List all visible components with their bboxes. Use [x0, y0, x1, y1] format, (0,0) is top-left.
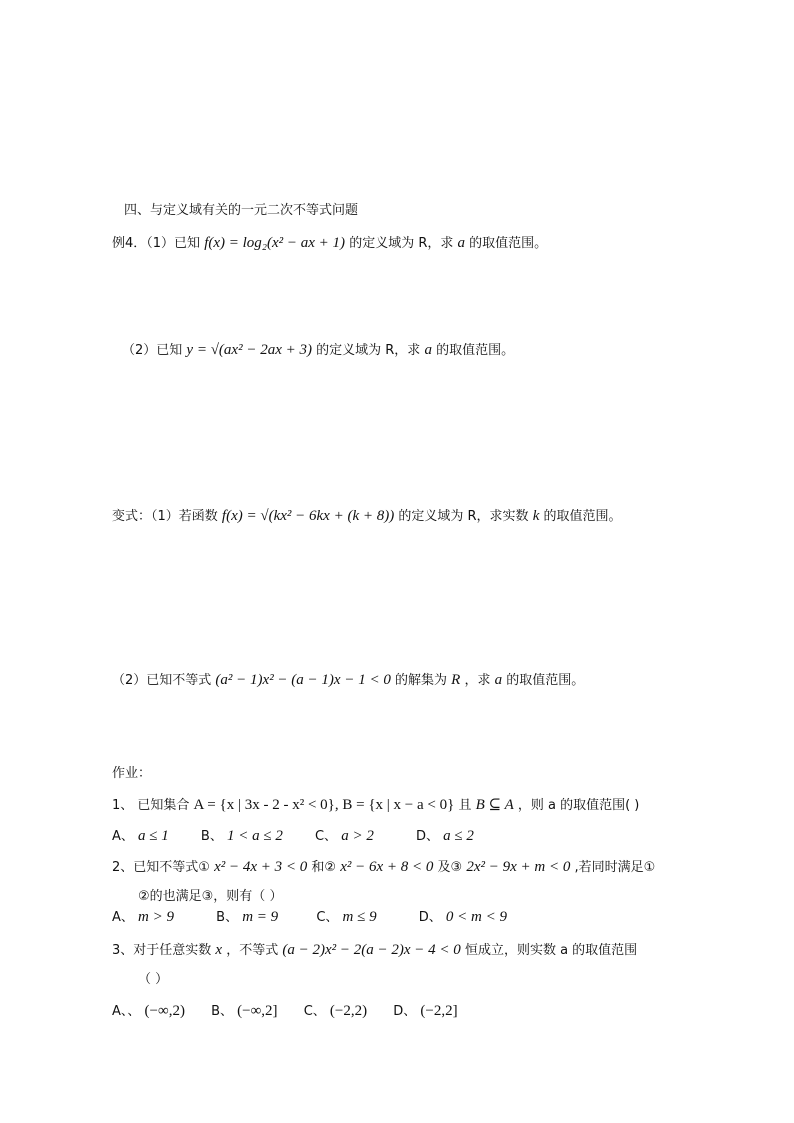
variant-formula-1: f(x) = √(kx² − 6kx + (k + 8)) [221, 508, 395, 524]
example4-text-2: 的定义域为 R，求 [316, 343, 421, 358]
q2-option-a-label: A、 [112, 910, 134, 925]
variant-label: 变式：（1）若函数 [112, 509, 218, 524]
q3-text-b: ，不等式 [226, 943, 279, 958]
homework-title: 作业： [112, 766, 152, 781]
q2-option-b-label: B、 [216, 910, 239, 925]
q1-option-b-label: B、 [200, 829, 223, 844]
q2-ineq-1: x² − 4x + 3 < 0 [214, 859, 308, 875]
variant-part1 [112, 506, 622, 527]
example4-label-2: （2）已知 [122, 343, 183, 358]
variant-text-2: 的解集为 [394, 673, 447, 688]
q2-options [112, 907, 507, 928]
q1-text-b: 且 [458, 798, 472, 813]
example4-label: 例4．（1）已知 [112, 236, 201, 251]
q2-option-a: m > 9 [138, 909, 175, 925]
variant-part2 [112, 670, 584, 691]
q3-text-a: 3、对于任意实数 [112, 943, 212, 958]
example4-end-2: 的取值范围。 [436, 343, 515, 358]
q2-text-d: ,若同时满足① [574, 860, 656, 875]
q2-ineq-2: x² − 6x + 8 < 0 [340, 859, 434, 875]
q2-text-b: 和② [311, 860, 337, 875]
variant-mid: ，求 [464, 673, 491, 688]
variant-formula-2: (a² − 1)x² − (a − 1)x − 1 < 0 [215, 672, 391, 688]
variant-end-1: 的取值范围。 [543, 509, 622, 524]
q1-option-b: 1 < a ≤ 2 [226, 828, 283, 844]
q1-option-c: a > 2 [341, 828, 374, 844]
q3-option-d: (−2,2] [420, 1003, 458, 1019]
q2-text-a: 2、已知不等式① [112, 860, 210, 875]
q1-option-c-label: C、 [314, 829, 338, 844]
q1-option-d-label: D、 [415, 829, 439, 844]
q3-var: x [215, 942, 223, 958]
q3-text-c: 恒成立，则实数 a 的取值范围 [464, 943, 638, 958]
homework-q3 [112, 940, 637, 961]
q3-option-c: (−2,2) [329, 1003, 368, 1019]
q1-option-a-label: A、 [112, 829, 134, 844]
q1-sets: A = {x | 3x - 2 - x² < 0}, B = {x | x − a < 0} [193, 797, 455, 813]
q3-option-d-label: D、 [393, 1004, 417, 1019]
q1-option-a: a ≤ 1 [138, 828, 169, 844]
q2-option-c: m ≤ 9 [342, 909, 377, 925]
q3-option-a-label: A、、 [112, 1004, 141, 1019]
q2-text-c: 及③ [437, 860, 463, 875]
example4-formula-1: f(x) = log₂(x² − ax + 1) [204, 235, 346, 251]
variant-label-2: （2）已知不等式 [112, 673, 212, 688]
q3-option-b-label: B、 [211, 1004, 234, 1019]
q3-ineq: (a − 2)x² − 2(a − 2)x − 4 < 0 [282, 942, 461, 958]
q1-text-c: ，则 a 的取值范围( ) [517, 798, 640, 813]
example4-part1 [112, 233, 547, 254]
q2-option-b: m = 9 [242, 909, 279, 925]
q1-option-d: a ≤ 2 [443, 828, 474, 844]
q3-option-a: (−∞,2) [144, 1003, 185, 1019]
homework-q1 [112, 795, 639, 816]
variant-text-1: 的定义域为 R，求实数 [398, 509, 529, 524]
example4-var-1: a [457, 235, 466, 251]
q3-options [112, 1001, 458, 1022]
variant-set: R [451, 672, 461, 688]
q2-option-d-label: D、 [418, 910, 442, 925]
example4-text-1: 的定义域为 R，求 [349, 236, 454, 251]
q2-option-d: 0 < m < 9 [445, 909, 507, 925]
example4-end-1: 的取值范围。 [469, 236, 548, 251]
q2-option-c-label: C、 [316, 910, 339, 925]
q1-options [112, 826, 474, 847]
q3-line-2: （ ） [138, 972, 169, 987]
q3-option-b: (−∞,2] [237, 1003, 278, 1019]
section-title: 四、与定义域有关的一元二次不等式问题 [124, 203, 359, 218]
q2-ineq-3: 2x² − 9x + m < 0 [466, 859, 571, 875]
q2-line-2: ②的也满足③，则有（ ） [138, 889, 283, 904]
example4-var-2: a [424, 342, 432, 358]
example4-formula-2: y = √(ax² − 2ax + 3) [186, 342, 312, 358]
variant-var-2: a [494, 672, 503, 688]
q1-relation: B ⊆ A [475, 797, 514, 813]
homework-q2 [112, 857, 655, 878]
example4-part2 [122, 340, 514, 361]
variant-var-1: k [532, 508, 540, 524]
variant-end-2: 的取值范围。 [506, 673, 585, 688]
q3-option-c-label: C、 [303, 1004, 326, 1019]
q1-text-a: 1、 已知集合 [112, 798, 190, 813]
